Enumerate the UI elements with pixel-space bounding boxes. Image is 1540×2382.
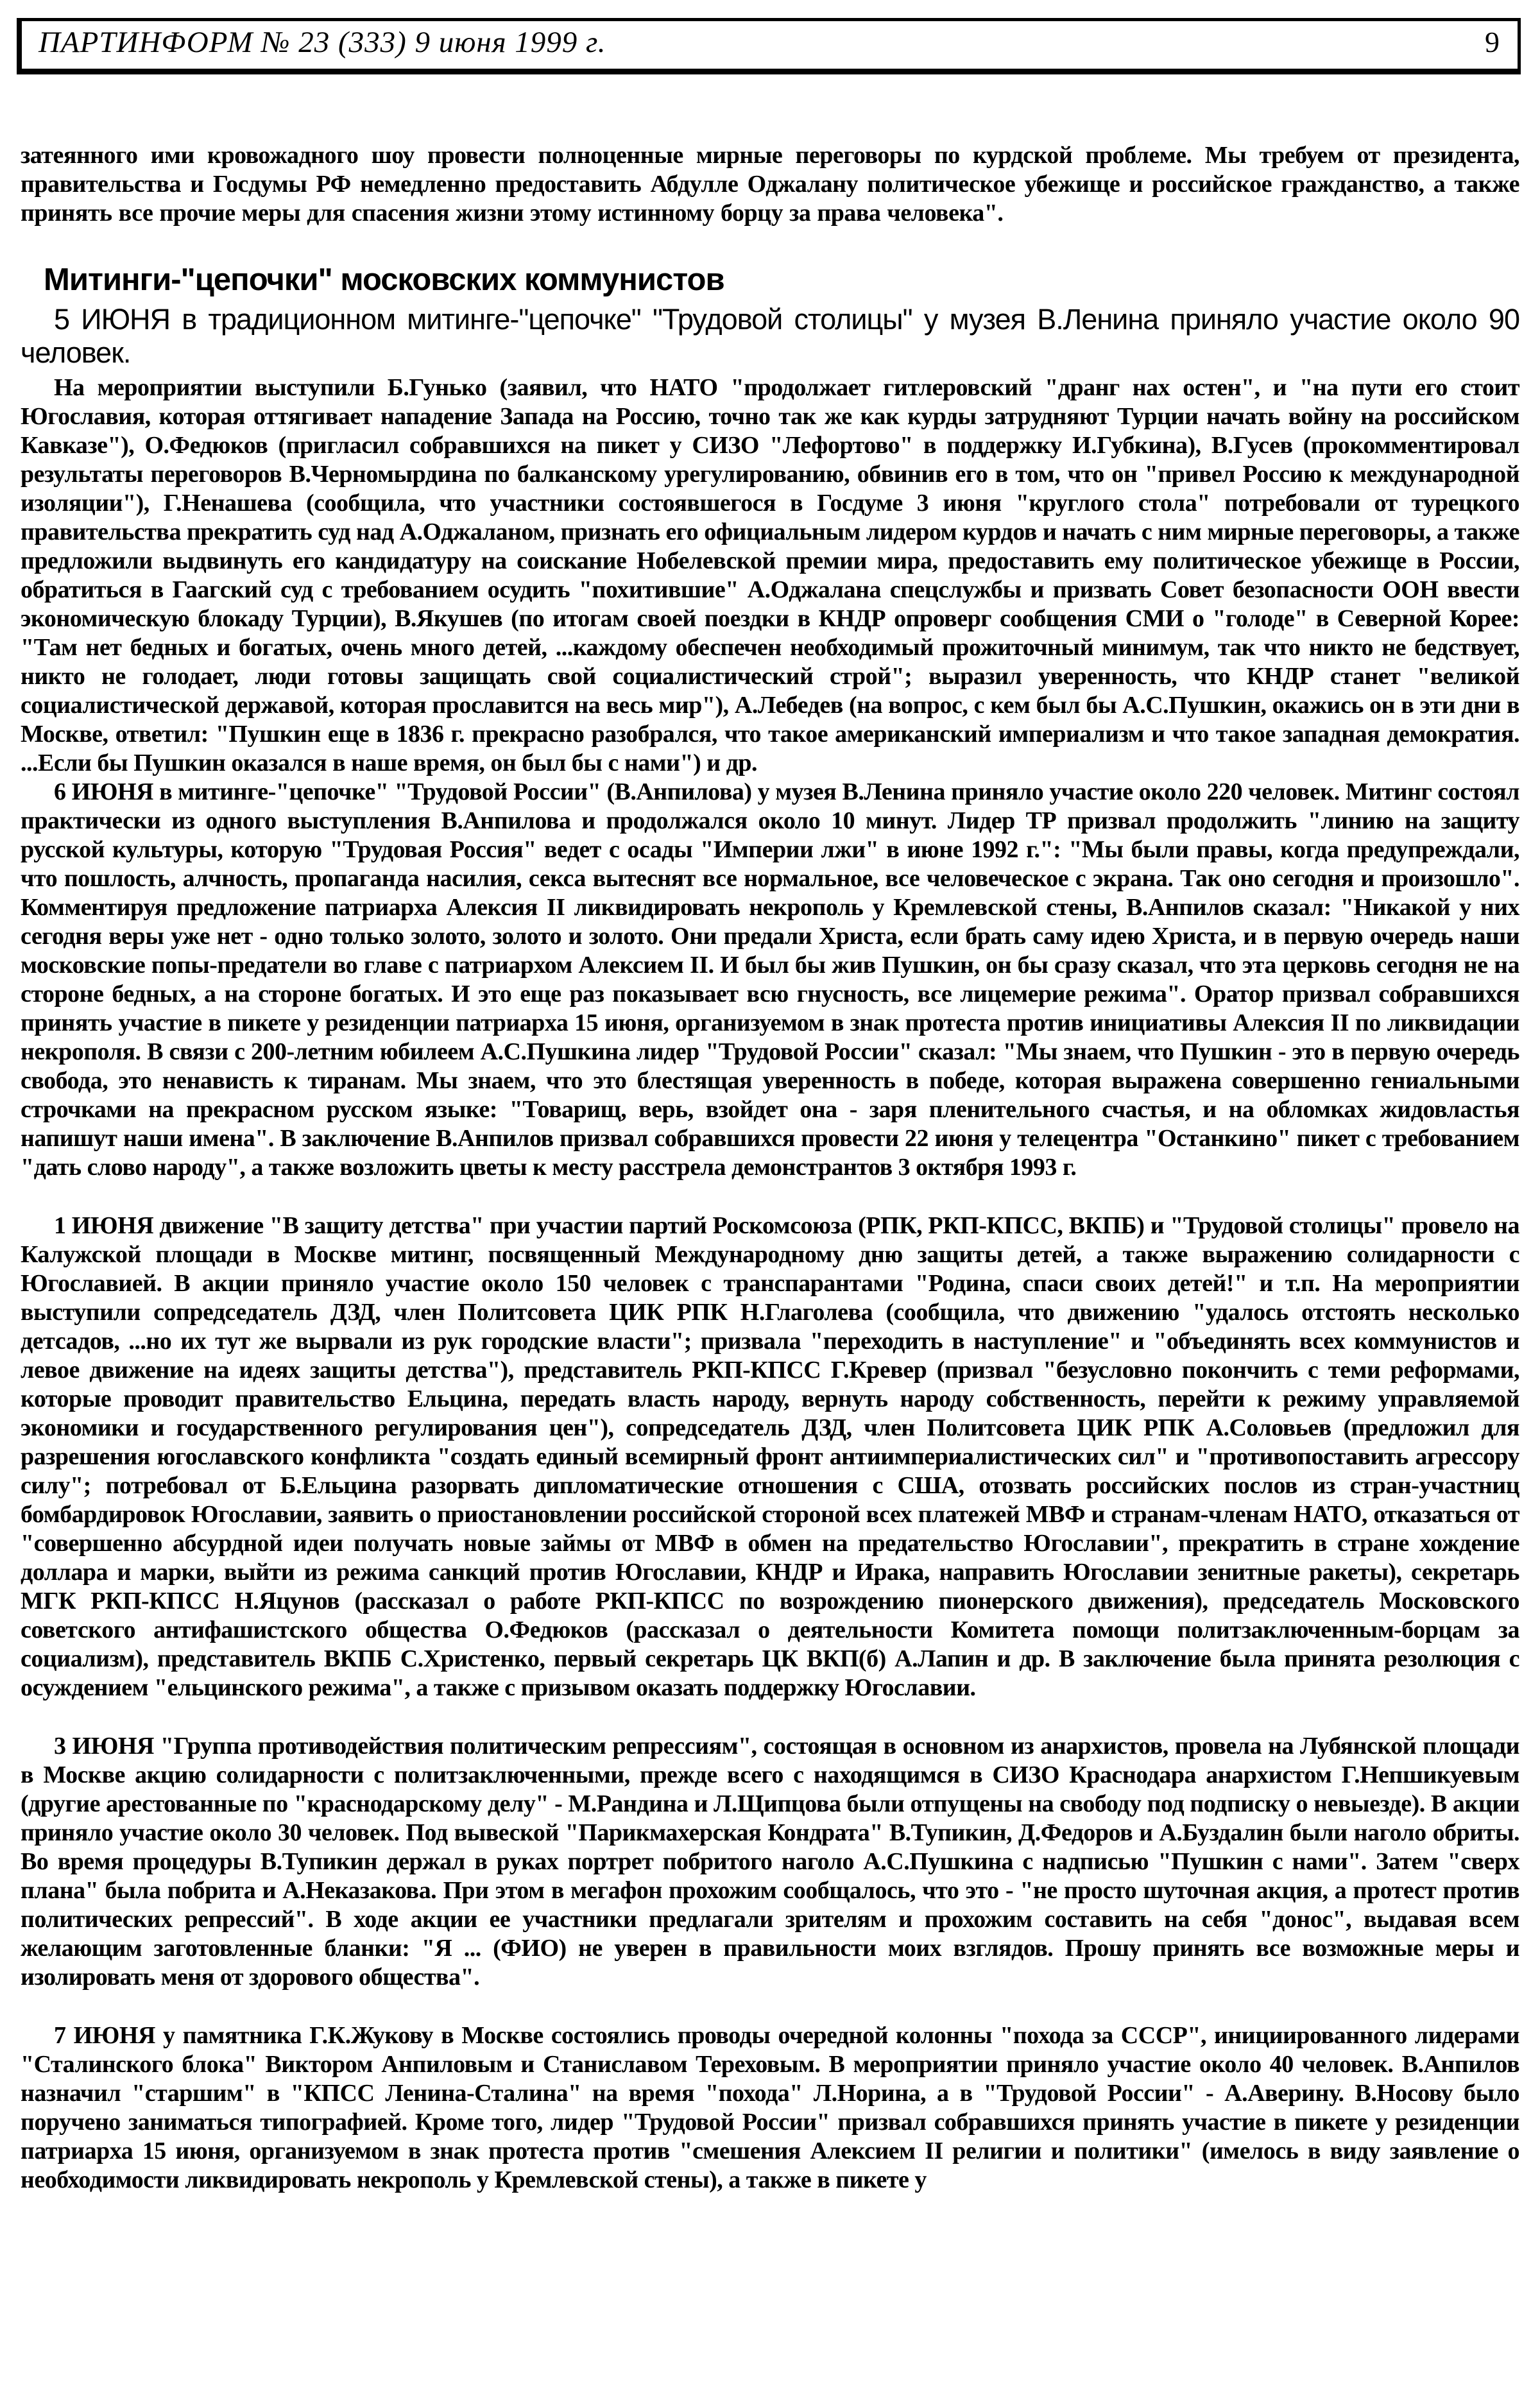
- page-number: 9: [1485, 26, 1500, 58]
- body-paragraph: 1 ИЮНЯ движение "В защиту детства" при участии партий Роскомсоюза (РПК, РКП-КПСС, ВКПБ) и "Трудовой столицы" провело на Калужской площади в Москве митинг, посвященный Международному дню защиты детей, а также выражению солидарности с Югославией. В акции приняло участие около 150 человек с транспарантами "Родина, спаси своих детей!" и т.п. На мероприятии выступили сопредседатель ДЗД, член Политсовета ЦИК РПК Н.Глаголева (сообщила, что движению "удалось отстоять несколько детсадов, ...но их тут же вырвали из рук городские власти"; призвала "переходить в наступление" и "объединять всех коммунистов и левое движение на идеях защиты детства"), представитель РКП-КПСС Г.Кревер (призвал "безусловно покончить с теми реформами, которые проводит правительство Ельцина, передать власть народу, вернуть народу собственность, перейти к режиму управляемой экономики и государственного регулирования цен"), сопредседатель ДЗД, член Политсовета ЦИК РПК А.Соловьев (предложил для разрешения югославского конфликта "создать единый всемирный фронт антиимпериалистических сил" и "противопоставить агрессору силу"; потребовал от Б.Ельцина разорвать дипломатические отношения с США, отозвать российских послов из стран-участниц бомбардировок Югославии, заявить о приостановлении российской стороной всех платежей МВФ и странам-членам НАТО, отказаться от "совершенно абсурдной идеи получать новые займы от МВФ в обмен на предательство Югославии", прекратить в стране хождение доллара и марки, выйти из режима санкций против Югославии, КНДР и Ирака, направить Югославии зенитные ракеты), секретарь МГК РКП-КПСС Н.Яцунов (рассказал о работе РКП-КПСС по возрождению пионерского движения), председатель Московского советского антифашистского общества О.Федюков (рассказал о деятельности Комитета помощи политзаключенным-борцам за социализм), представитель ВКПБ С.Христенко, первый секретарь ЦК ВКП(б) А.Лапин и др. В заключение была принята резолюция с осуждением "ельцинского режима", а также с призывом оказать поддержку Югославии.: [21, 1212, 1519, 1702]
- body-paragraph: 7 ИЮНЯ у памятника Г.К.Жукову в Москве состоялись проводы очередной колонны "похода за СССР", инициированного лидерами "Сталинского блока" Виктором Анпиловым и Станиславом Тереховым. В мероприятии приняло участие около 40 человек. В.Анпилов назначил "старшим" в "КПСС Ленина-Сталина" на время "похода" Л.Норина, а в "Трудовой России" - А.Аверину. В.Носову было поручено заниматься типографией. Кроме того, лидер "Трудовой России" призвал собравшихся принять участие в пикете у резиденции патриарха 15 июня, организуемом в знак протеста против "смешения Алексием II религии и политики" (имелось в виду заявление о необходимости ликвидировать некрополь у Кремлевской стены), а также в пикете у: [21, 2022, 1519, 2194]
- intro-paragraph: затеянного ими кровожадного шоу провести полноценные мирные переговоры по курдской проблеме. Мы требуем от президента, правительства и Госдумы РФ немедленно предоставить Абдулле Оджалану политическое убежище и российское гражданство, а также принять все прочие меры для спасения жизни этому истинному борцу за права человека".: [21, 142, 1519, 227]
- page-header: [17, 18, 1521, 74]
- body-paragraph: 3 ИЮНЯ "Группа противодействия политическим репрессиям", состоящая в основном из анархистов, провела на Лубянской площади в Москве акцию солидарности с политзаключенными, прежде всего с находящимся в СИЗО Краснодара анархистом Г.Непшикуевым (другие арестованные по "краснодарскому делу" - М.Рандина и Л.Щипцова были отпущены на свободу под подписку о невыезде). В акции приняло участие около 30 человек. Под вывеской "Парикмахерская Кондрата" В.Тупикин, Д.Федоров и А.Буздалин были наголо обриты. Во время процедуры В.Тупикин держал в руках портрет побритого наголо А.С.Пушкина с надписью "Пушкин с нами". Затем "сверх плана" была побрита и А.Неказакова. При этом в мегафон прохожим сообщалось, что это - "не просто шуточная акция, а протест против политических репрессий". В ходе акции ее участники предлагали зрителям и прохожим составить на себя "донос", выдавая всем желающим заготовленные бланки: "Я ... (ФИО) не уверен в правильности моих взглядов. Прошу принять все возможные меры и изолировать меня от здорового общества".: [21, 1733, 1519, 1991]
- body-paragraph: На мероприятии выступили Б.Гунько (заявил, что НАТО "продолжает гитлеровский "дранг нах остен", и "на пути его стоит Югославия, которая оттягивает нападение Запада на Россию, точно так же как курды затрудняют Турции начать войну на российском Кавказе"), О.Федюков (пригласил собравшихся на пикет у СИЗО "Лефортово" в поддержку И.Губкина), В.Гусев (прокомментировал результаты переговоров В.Черномырдина по балканскому урегулированию, обвинив его в том, что он "привел Россию к международной изоляции"), Г.Ненашева (сообщила, что участники состоявшегося в Госдуме 3 июня "круглого стола" потребовали от турецкого правительства прекратить суд над А.Оджаланом, признать его официальным лидером курдов и начать с ним мирные переговоры, а также предложили выдвинуть его кандидатуру на соискание Нобелевской премии мира, предоставить ему политическое убежище в России, обратиться в Гаагский суд с требованием осудить "похитившие" А.Оджалана спецслужбы и призвать Совет безопасности ООН ввести экономическую блокаду Турции), В.Якушев (по итогам своей поездки в КНДР опроверг сообщения СМИ о "голоде" в Северной Корее: "Там нет бедных и богатых, очень много детей, ...каждому обеспечен необходимый прожиточный минимум, так что никто не бедствует, никто не голодает, люди готовы защищать свой социалистический строй"; выразил уверенность, что КНДР станет "великой социалистической державой, которая прославится на весь мир"), А.Лебедев (на вопрос, с кем был бы А.С.Пушкин, окажись он в эти дни в Москве, ответил: "Пушкин еще в 1836 г. прекрасно разобрался, что такое американский империализм и что такое западная демократия. ...Если бы Пушкин оказался в наше время, он был бы с нами") и др.: [21, 374, 1519, 777]
- section-heading: Митинги-"цепочки" московских коммунистов: [44, 262, 724, 297]
- body-paragraph: 6 ИЮНЯ в митинге-"цепочке" "Трудовой России" (В.Анпилова) у музея В.Ленина приняло участие около 220 человек. Митинг состоял практически из одного выступления В.Анпилова и продолжался около 10 минут. Лидер ТР призвал продолжить "линию на защиту русской культуры, которую "Трудовая Россия" ведет с осады "Империи лжи" в июне 1992 г.": "Мы были правы, когда предупреждали, что пошлость, алчность, пропаганда насилия, секса вытеснят все нормальное, все человеческое с экрана. Так оно сегодня и произошло". Комментируя предложение патриарха Алексия II ликвидировать некрополь у Кремлевской стены, В.Анпилов сказал: "Никакой у них сегодня веры уже нет - одно только золото, золото и золото. Они предали Христа, если брать саму идею Христа, и в первую очередь наши московские попы-предатели во главе с патриархом Алексием II. И был бы жив Пушкин, он бы сразу сказал, что эта церковь сегодня не на стороне бедных, а на стороне богатых. И это еще раз показывает всю гнусность, все лицемерие режима". Оратор призвал собравшихся принять участие в пикете у резиденции патриарха 15 июня, организуемом в знак протеста против инициативы Алексия II по ликвидации некрополя. В связи с 200-летним юбилеем А.С.Пушкина лидер "Трудовой России" сказал: "Мы знаем, что Пушкин - это в первую очередь свобода, это ненависть к тиранам. Мы знаем, что это блестящая уверенность в победе, которая выражена совершенно гениальными строчками на прекрасном русском языке: "Товарищ, верь, взойдет она - заря пленительного счастья, и на обломках жидовластья напишут наши имена". В заключение В.Анпилов призвал собравшихся провести 22 июня у телецентра "Останкино" пикет с требованием "дать слово народу", а также возложить цветы к месту расстрела демонстрантов 3 октября 1993 г.: [21, 778, 1519, 1181]
- article-body: [21, 74, 1519, 2195]
- newsletter-title: ПАРТИНФОРМ № 23 (333) 9 июня 1999 г.: [38, 26, 606, 59]
- lead-paragraph: 5 ИЮНЯ в традиционном митинге-"цепочке" "Трудовой столицы" у музея В.Ленина приняло участие около 90 человек.: [21, 303, 1519, 370]
